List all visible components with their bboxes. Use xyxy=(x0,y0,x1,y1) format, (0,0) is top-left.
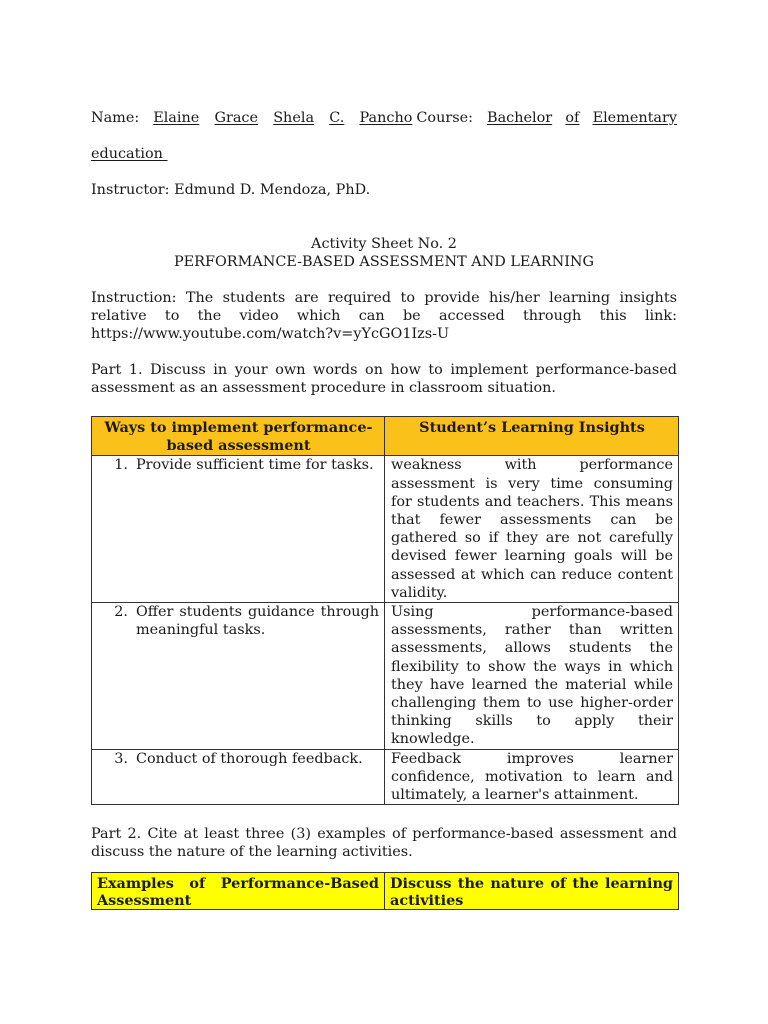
col-header-examples: Examples of Performance-Based Assessment xyxy=(92,873,385,910)
table-row xyxy=(92,456,679,603)
activity-sheet-title: Activity Sheet No. 2 xyxy=(311,236,457,252)
course-value: Bachelor of Elementary xyxy=(487,110,677,126)
col-header-insights: Student’s Learning Insights xyxy=(385,417,679,456)
insight-cell: Using performance-based assessments, rather than written assessments, allows students the flexibility to show the ways in which they have learned the material while challenging them to use higher-order thinking skills to apply their knowledge. xyxy=(385,603,679,750)
insight-cell: weakness with performance assessment is very time consuming for students and teachers. This means that fewer assessments can be gathered so if they are not carefully devised fewer learning goals will be assessed at which can reduce content validity. xyxy=(385,456,679,603)
list-number: 2. xyxy=(114,604,128,621)
activity-sheet-subtitle: PERFORMANCE-BASED ASSESSMENT AND LEARNING xyxy=(173,254,595,270)
video-link[interactable]: https://www.youtube.com/watch?v=yYcGO1Izs-U xyxy=(91,326,450,342)
part1-table-header xyxy=(92,417,679,456)
part2-table-header xyxy=(92,873,679,910)
way-cell xyxy=(92,749,385,805)
way-text: Conduct of thorough feedback. xyxy=(136,750,363,767)
part2-text: Part 2. Cite at least three (3) examples of performance-based assessment and discuss the nature of the learning activities. xyxy=(91,826,677,861)
part1-table xyxy=(91,416,679,805)
table-row xyxy=(92,749,679,805)
col-header-nature: Discuss the nature of the learning activities xyxy=(385,873,679,910)
instructor-line: Instructor: Edmund D. Mendoza, PhD. xyxy=(91,182,371,198)
student-name: Elaine Grace Shela C. Pancho xyxy=(153,110,413,126)
part2-table xyxy=(91,872,679,910)
part1-text: Part 1. Discuss in your own words on how to implement performance-based assessment as an assessment procedure in classroom situation. xyxy=(91,362,677,396)
way-cell xyxy=(92,456,385,603)
instruction-text: Instruction: The students are required to provide his/her learning insights relative to the video which can be accessed through this link: https://www.youtube.com/watch?v=yYcGO1Izs-U xyxy=(91,290,677,342)
insight-cell: Feedback improves learner confidence, motivation to learn and ultimately, a learner's attainment. xyxy=(385,749,679,805)
table-row xyxy=(92,603,679,750)
course-value-continuation: education xyxy=(91,146,168,162)
way-text: Offer students guidance through meaningful tasks. xyxy=(136,604,379,639)
col-header-ways: Ways to implement performance-based assessment xyxy=(92,417,385,456)
way-cell xyxy=(92,603,385,750)
name-course-line xyxy=(91,108,677,128)
list-number: 3. xyxy=(114,750,128,767)
course-label: Course: xyxy=(416,110,473,126)
way-text: Provide sufficient time for tasks. xyxy=(136,457,374,474)
list-number: 1. xyxy=(114,457,128,474)
name-label: Name: xyxy=(91,110,140,126)
document-page xyxy=(91,108,677,910)
